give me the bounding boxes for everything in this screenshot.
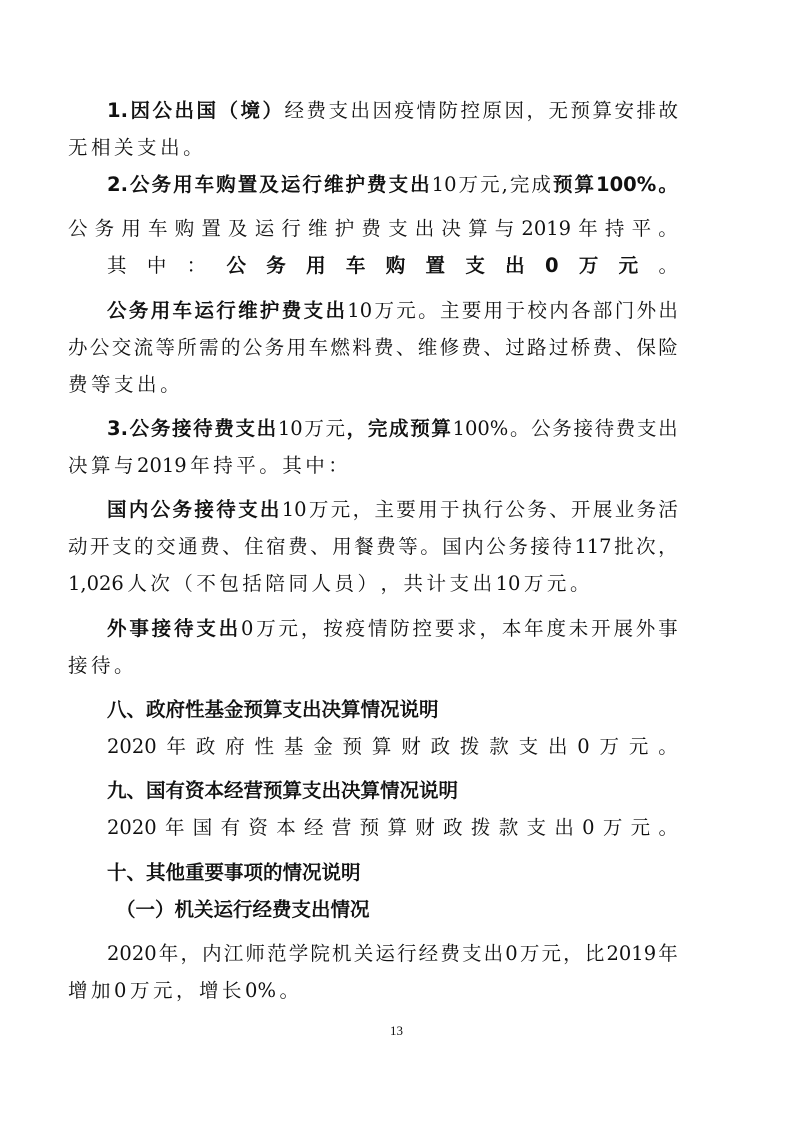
section-heading: 十、其他重要事项的情况说明 [107,861,361,884]
section-heading: 八、政府性基金预算支出决算情况说明 [107,698,439,721]
text-line: 接 待 。 [68,654,134,677]
text-line: 增 加 0 万 元 ， 增 长 0% 。 [68,979,299,1002]
text-line: 动 开 支 的 交 通 费 、 住 宿 费 、 用 餐 费 等 。 国 内 公 务 接 待 117 批 次 ， [68,535,678,558]
section-heading: 九、国有资本经营预算支出决算情况说明 [107,779,459,802]
text-line: 3. 公 务 接 待 费 支 出 10 万 元 ， 完 成 预 算 100% 。 公 务 接 待 费 支 出 [107,417,678,440]
text-line: 2020 年 国 有 资 本 经 营 预 算 财 政 拨 款 支 出 0 万 元 。 [107,816,678,839]
text-line: 公 务 用 车 购 置 及 运 行 维 护 费 支 出 决 算 与 2019 年 持 平 。 [68,217,678,240]
section-heading: （一）机关运行经费支出情况 [116,898,370,921]
text-line: 办 公 交 流 等 所 需 的 公 务 用 车 燃 料 费 、 维 修 费 、 过 路 过 桥 费 、 保 险 [68,336,678,359]
text-line: 公 务 用 车 运 行 维 护 费 支 出 10 万 元 。 主 要 用 于 校 内 各 部 门 外 出 [107,299,678,322]
text-line: 其 中 ： 公 务 用 车 购 置 支 出 0 万 元 。 [107,254,678,277]
text-line: 费 等 支 出 。 [68,373,180,396]
text-line: 2020 年 政 府 性 基 金 预 算 财 政 拨 款 支 出 0 万 元 。 [107,735,678,758]
text-line: 无 相 关 支 出 。 [68,136,203,159]
text-line: 1,026 人 次 （ 不 包 括 陪 同 人 员 ） ， 共 计 支 出 10 万 元 。 [68,572,590,595]
text-line: 国 内 公 务 接 待 支 出 10 万 元 ， 主 要 用 于 执 行 公 务 、 开 展 业 务 活 [107,498,678,521]
text-line: 决 算 与 2019 年 持 平 。 其 中 ： [68,454,348,477]
page-number: 13 [390,1023,403,1038]
text-line: 1. 因 公 出 国 （ 境 ） 经 费 支 出 因 疫 情 防 控 原 因 ， 无 预 算 安 排 故 [107,99,678,122]
text-line: 2. 公 务 用 车 购 置 及 运 行 维 护 费 支 出 10 万 元 , 完 成 预 算 100% 。 [107,173,678,196]
text-line: 外 事 接 待 支 出 0 万 元 ， 按 疫 情 防 控 要 求 ， 本 年 度 未 开 展 外 事 [107,617,678,640]
text-line: 2020 年 ， 内 江 师 范 学 院 机 关 运 行 经 费 支 出 0 万 元 ， 比 2019 年 [107,942,678,965]
